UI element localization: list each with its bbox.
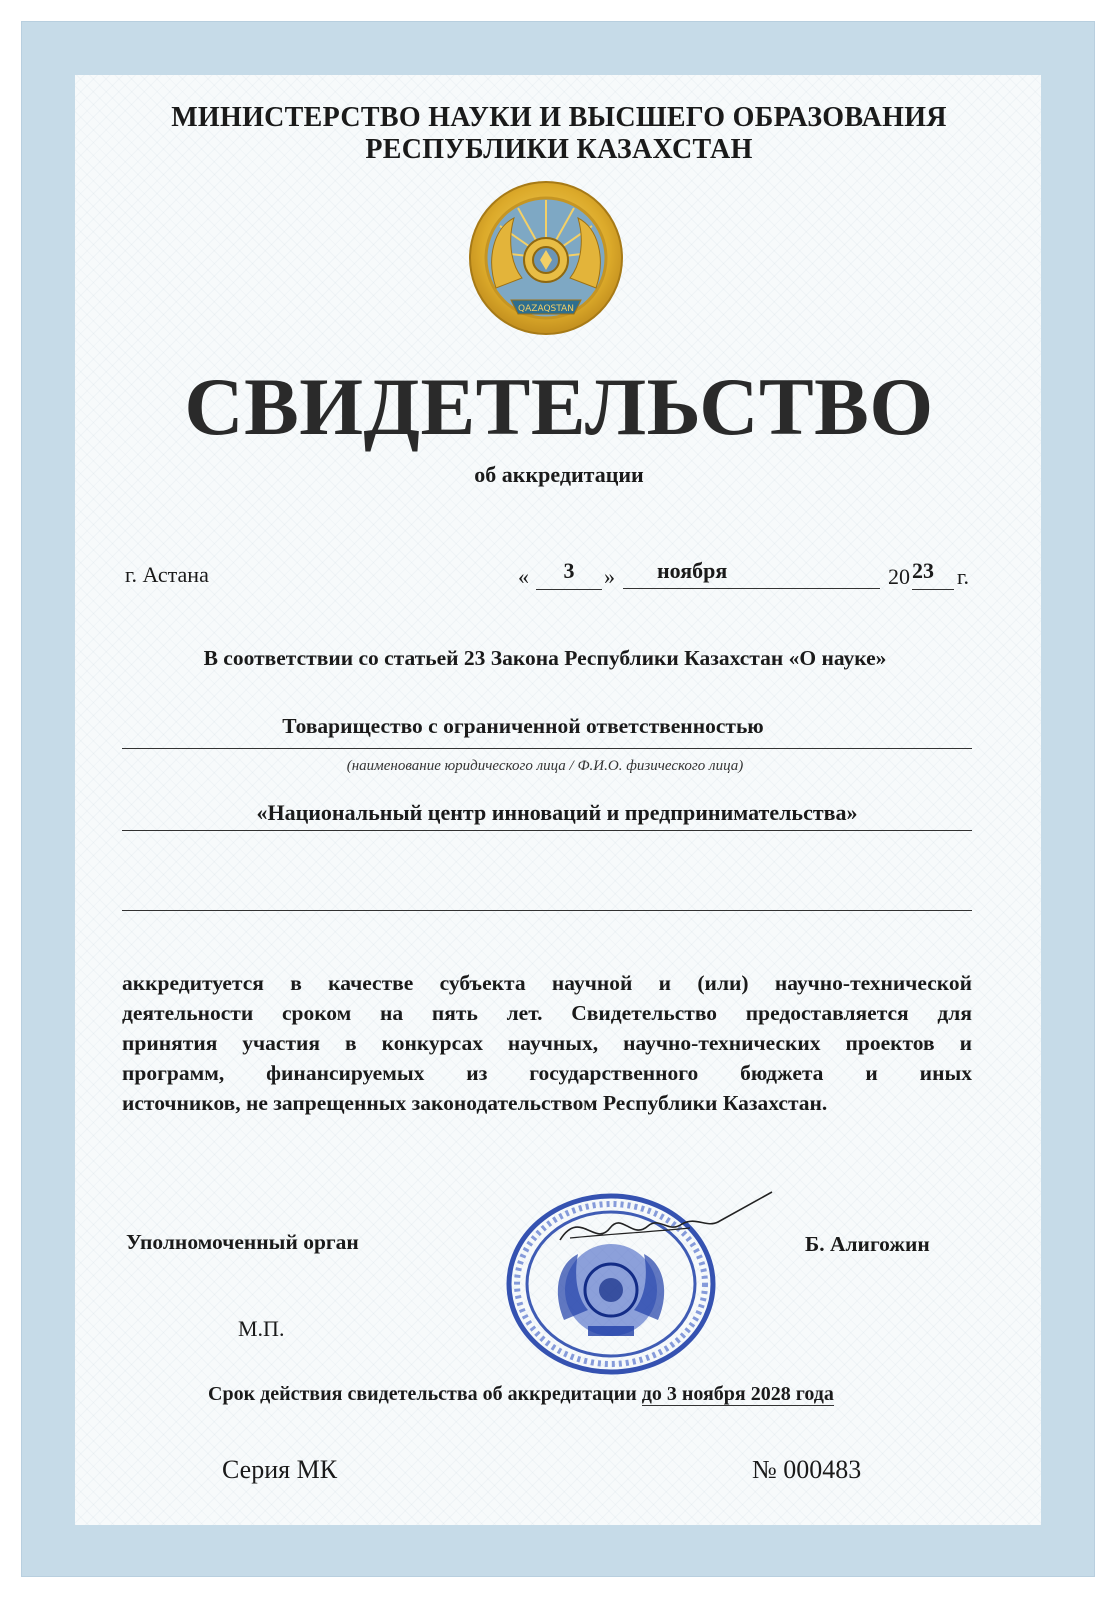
year-prefix: 20	[888, 564, 910, 589]
entity-caption: (наименование юридического лица / Ф.И.О. физического лица)	[346, 758, 744, 774]
legal-basis: В соответствии со статьей 23 Закона Республики Казахстан «О науке»	[203, 646, 887, 670]
stamp-place-label: М.П.	[238, 1316, 285, 1341]
entity-type: Товарищество с ограниченной ответственностью	[282, 714, 764, 738]
body-line: аккредитуется в качестве субъекта научной и (или) научно-технической	[122, 971, 972, 995]
validity-date: до 3 ноября 2028 года	[641, 1383, 834, 1405]
authority-label: Уполномоченный орган	[126, 1230, 359, 1254]
body-line: источников, не запрещенных законодательством Республики Казахстан.	[122, 1091, 828, 1115]
series-label: Серия МК	[222, 1455, 338, 1484]
issue-day: 3	[536, 558, 602, 590]
validity-label: Срок действия свидетельства об аккредитации	[208, 1383, 637, 1405]
body-line: деятельности сроком на пять лет. Свидетельство предоставляется для	[122, 1001, 972, 1025]
blank-underline	[122, 910, 972, 911]
accreditation-text	[122, 968, 972, 1118]
svg-text:QAZAQSTAN: QAZAQSTAN	[518, 304, 574, 314]
certificate-number: № 000483	[752, 1455, 862, 1484]
entity-type-underline	[122, 748, 972, 749]
body-line: программ, финансируемых из государственного бюджета и иных	[122, 1061, 972, 1085]
date-open-quote: «	[518, 564, 529, 589]
year-suffix: 23	[912, 558, 954, 590]
ministry-name-line2: РЕСПУБЛИКИ КАЗАХСТАН	[365, 134, 753, 165]
entity-name: «Национальный центр инноваций и предпринимательства»	[256, 800, 858, 825]
kazakhstan-state-emblem-icon	[466, 178, 626, 338]
handwritten-signature-icon	[540, 1188, 780, 1258]
signer-name: Б. Алигожин	[805, 1232, 930, 1256]
ministry-name-line1: МИНИСТЕРСТВО НАУКИ И ВЫСШЕГО ОБРАЗОВАНИЯ	[171, 102, 947, 133]
date-close-quote: »	[604, 564, 615, 589]
body-line: принятия участия в конкурсах научных, научно-технических проектов и	[122, 1031, 972, 1055]
issue-month: ноября	[623, 558, 880, 589]
document-subtitle: об аккредитации	[474, 462, 644, 487]
validity-line	[208, 1383, 834, 1406]
document-title: СВИДЕТЕЛЬСТВО	[184, 361, 934, 452]
entity-name-underline	[122, 830, 972, 831]
year-unit: г.	[957, 564, 970, 589]
issue-city: г. Астана	[125, 562, 209, 587]
